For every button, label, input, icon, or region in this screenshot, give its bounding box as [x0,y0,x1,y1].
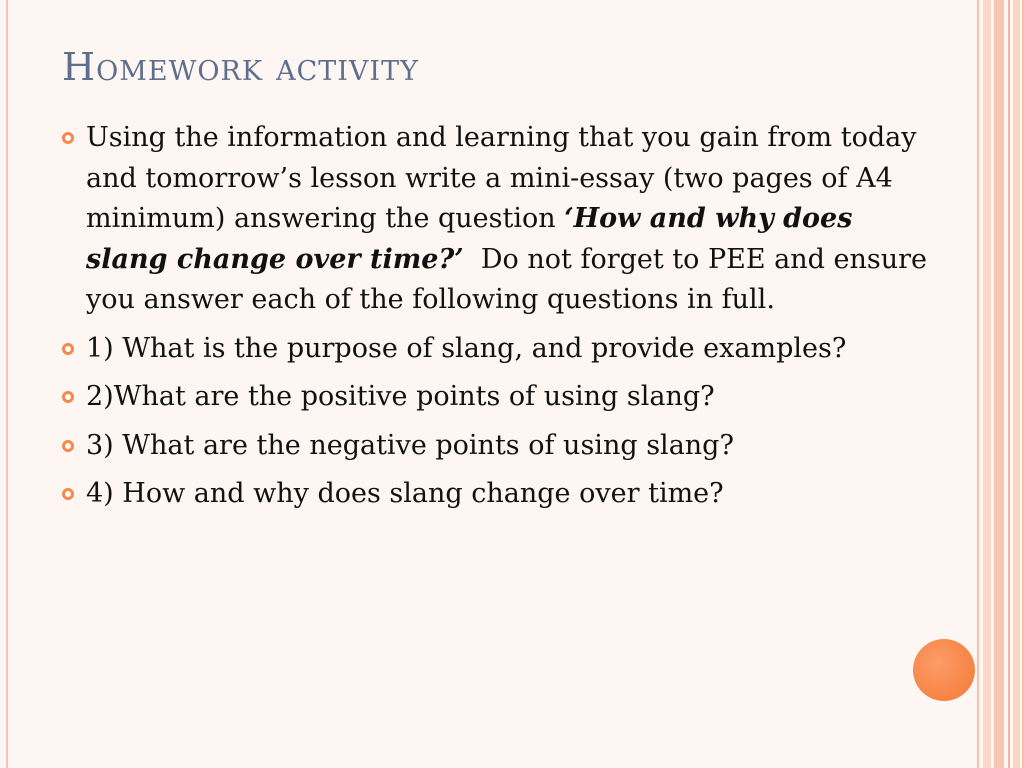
bullet-item-question-3 [86,426,931,467]
bullet-list [86,118,936,523]
bullet-text: Do not forget to PEE and ensure you answer each of the following questions in full. [86,243,936,315]
bullet-text: 2)What are the positive points of using slang? [86,381,715,412]
bullet-text: Using the information and learning that you gain from today and tomorrow’s lesson write a mini-essay (two pages of A4 minimum) answering the question [86,122,917,234]
bullet-emphasis-question: ‘How and why does slang change over time?’ [86,203,853,275]
bullet-text: 3) What are the negative points of using slang? [86,429,734,461]
bullet-item-instructions [86,118,936,321]
orange-circle-decoration [913,639,975,701]
bullet-icon [62,488,74,500]
left-border-line [6,0,8,768]
bullet-text: 4) How and why does slang change over time? [86,478,724,509]
bullet-icon [62,440,74,452]
right-edge-stripe [1013,0,1020,768]
bullet-text: 1) What is the purpose of slang, and provide examples? [86,332,847,364]
bullet-icon [62,343,74,355]
bullet-item-question-4 [86,474,931,515]
right-edge-stripe [1008,0,1010,768]
right-edge-stripe [994,0,1004,768]
right-edge-stripe [977,0,979,768]
bullet-icon [62,391,74,403]
bullet-item-question-2 [86,377,931,418]
right-edge-stripe [983,0,991,768]
slide-title: Homework activity [62,45,419,89]
bullet-item-question-1 [86,329,931,370]
bullet-icon [62,132,74,144]
